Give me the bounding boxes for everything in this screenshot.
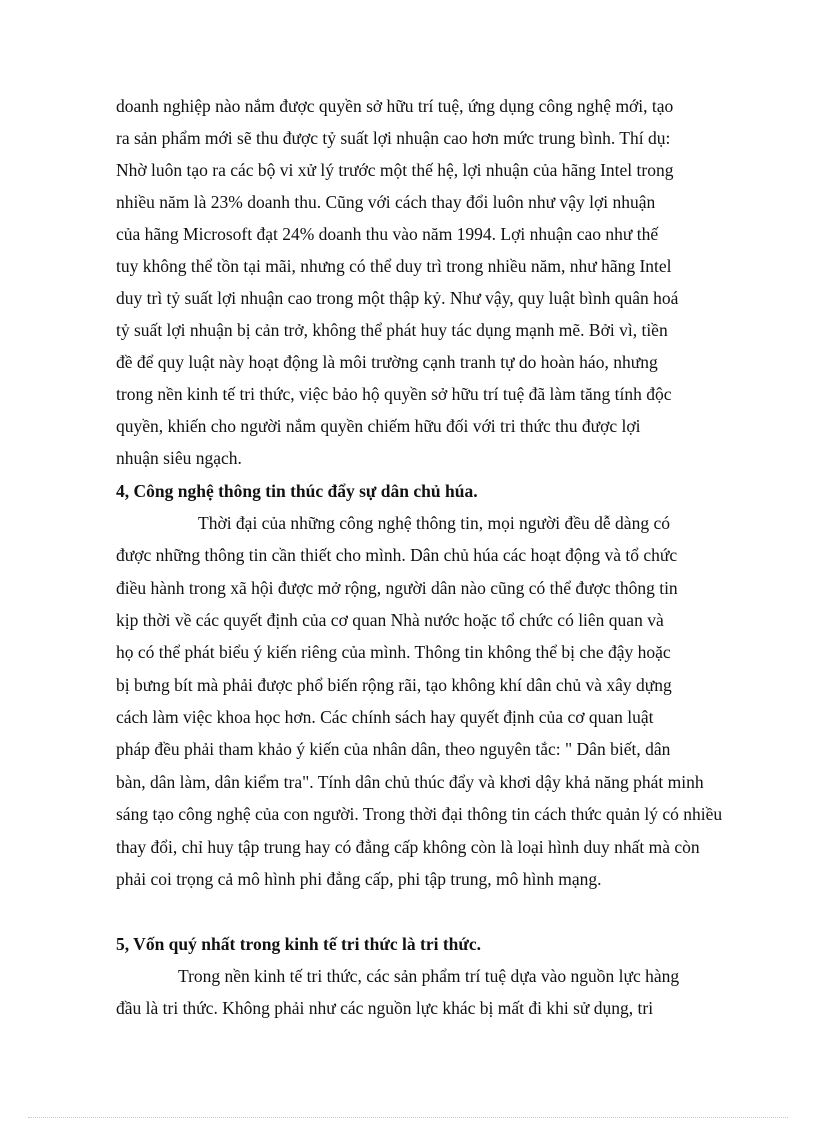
paragraph-line: doanh nghiệp nào nắm được quyền sở hữu trí tuệ, ứng dụng công nghệ mới, tạo [116, 96, 674, 116]
paragraph-line: điều hành trong xã hội được mở rộng, người dân nào cũng có thể được thông tin [116, 578, 678, 598]
paragraph-line: phải coi trọng cả mô hình phi đẳng cấp, phi tập trung, mô hình mạng. [116, 869, 602, 889]
paragraph-line: bị bưng bít mà phải được phổ biến rộng rãi, tạo không khí dân chủ và xây dựng [116, 675, 672, 695]
paragraph-line: ra sản phẩm mới sẽ thu được tỷ suất lợi nhuận cao hơn mức trung bình. Thí dụ: [116, 128, 671, 148]
paragraph-line: đầu là tri thức. Không phải như các nguồn lực khác bị mất đi khi sử dụng, tri [116, 998, 654, 1018]
paragraph-line: nhuận siêu ngạch. [116, 448, 242, 468]
paragraph-line: nhiều năm là 23% doanh thu. Cũng với cách thay đổi luôn như vậy lợi nhuận [116, 192, 656, 212]
paragraph-line: đề để quy luật này hoạt động là môi trường cạnh tranh tự do hoàn háo, nhưng [116, 352, 658, 372]
paragraph-line: Thời đại của những công nghệ thông tin, mọi người đều dễ dàng có [198, 513, 670, 533]
paragraph-line: duy trì tỷ suất lợi nhuận cao trong một thập kỷ. Như vậy, quy luật bình quân hoá [116, 288, 679, 308]
paragraph-line: bàn, dân làm, dân kiểm tra". Tính dân chủ thúc đẩy và khơi dậy khả năng phát minh [116, 772, 704, 792]
paragraph-line: Nhờ luôn tạo ra các bộ vi xử lý trước một thế hệ, lợi nhuận của hãng Intel trong [116, 160, 674, 180]
paragraph-line: trong nền kinh tế tri thức, việc bảo hộ quyền sở hữu trí tuệ đã làm tăng tính độc [116, 384, 672, 404]
paragraph-line: của hãng Microsoft đạt 24% doanh thu vào năm 1994. Lợi nhuận cao như thế [116, 224, 659, 244]
paragraph-line: cách làm việc khoa học hơn. Các chính sách hay quyết định của cơ quan luật [116, 707, 654, 727]
paragraph-line: thay đổi, chỉ huy tập trung hay có đẳng cấp không còn là loại hình duy nhất mà còn [116, 837, 700, 857]
paragraph-line: họ có thể phát biểu ý kiến riêng của mình. Thông tin không thể bị che đậy hoặc [116, 642, 671, 662]
section-heading: 4, Công nghệ thông tin thúc đẩy sự dân chủ húa. [116, 481, 478, 501]
paragraph-line: tỷ suất lợi nhuận bị cản trở, không thể phát huy tác dụng mạnh mẽ. Bởi vì, tiền [116, 320, 668, 340]
paragraph-line: Trong nền kinh tế tri thức, các sản phẩm trí tuệ dựa vào nguồn lực hàng [178, 966, 680, 986]
paragraph-line: quyền, khiến cho người nắm quyền chiếm hữu đối với tri thức thu được lợi [116, 416, 641, 436]
paragraph-line: được những thông tin cần thiết cho mình. Dân chủ húa các hoạt động và tổ chức [116, 545, 678, 565]
page-bottom-rule [28, 1117, 788, 1118]
paragraph-line: kịp thời về các quyết định của cơ quan Nhà nước hoặc tổ chức có liên quan và [116, 610, 664, 630]
paragraph-line: pháp đều phải tham khảo ý kiến của nhân dân, theo nguyên tắc: " Dân biết, dân [116, 739, 671, 759]
section-heading: 5, Vốn quý nhất trong kinh tế tri thức là tri thức. [116, 934, 482, 954]
paragraph-line: tuy không thể tồn tại mãi, nhưng có thể duy trì trong nhiều năm, như hãng Intel [116, 256, 672, 276]
paragraph-line: sáng tạo công nghệ của con người. Trong thời đại thông tin cách thức quản lý có nhiều [116, 804, 723, 824]
